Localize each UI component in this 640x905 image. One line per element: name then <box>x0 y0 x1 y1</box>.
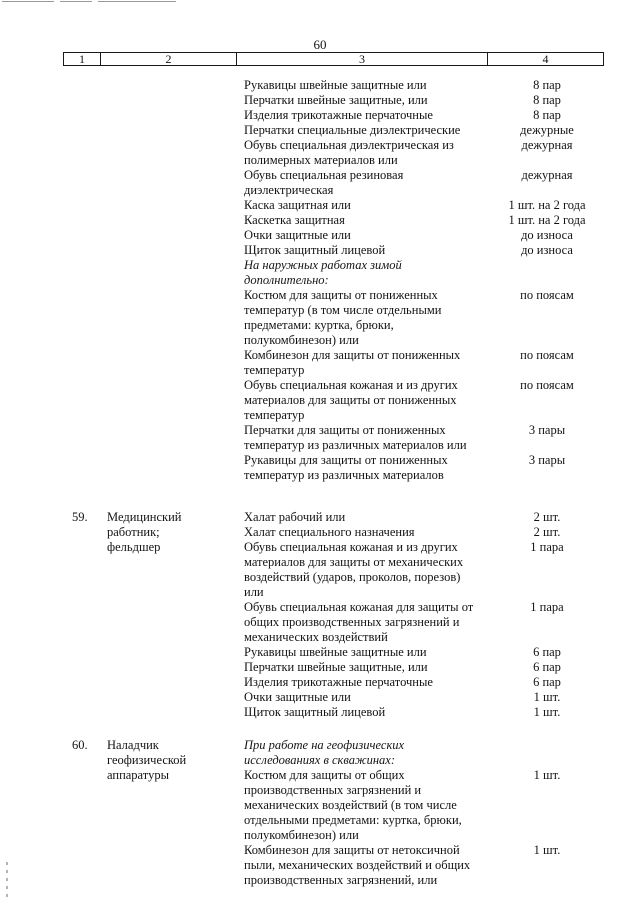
item-description: Очки защитные или <box>244 690 351 704</box>
table-row <box>0 843 640 888</box>
table-row <box>0 540 640 600</box>
item-description: Очки защитные или <box>244 228 351 242</box>
table-row <box>0 660 640 675</box>
header-col-2: 2 <box>165 52 172 66</box>
item-norm: 8 пар <box>533 93 561 107</box>
item-description: Обувь специальная кожаная и из других материалов для защиты от механических воздействий (ударов, проколов, порезов) или <box>244 540 464 599</box>
table-row <box>0 348 640 378</box>
item-norm: дежурная <box>521 138 573 152</box>
item-norm: 2 шт. <box>533 525 561 539</box>
item-description: Перчатки швейные защитные, или <box>244 660 428 674</box>
item-description: На наружных работах зимой дополнительно: <box>244 258 402 287</box>
table-block <box>0 510 640 720</box>
header-col-1: 1 <box>79 52 85 66</box>
table-body <box>0 78 640 888</box>
item-norm: 1 шт. на 2 года <box>508 213 586 227</box>
table-row <box>0 258 640 288</box>
table-row <box>0 705 640 720</box>
item-norm: по поясам <box>520 288 574 302</box>
table-row <box>0 108 640 123</box>
item-description: Изделия трикотажные перчаточные <box>244 675 433 689</box>
item-description: Комбинезон для защиты от нетоксичной пыли, механических воздействий и общих производственных загрязнений, или <box>244 843 471 887</box>
table-row <box>0 675 640 690</box>
item-description: Обувь специальная кожаная и из других материалов для защиты от пониженных температур <box>244 378 458 422</box>
item-description: Каскетка защитная <box>244 213 345 227</box>
item-description: При работе на геофизических исследованиях в скважинах: <box>244 738 405 767</box>
table-row <box>0 288 640 348</box>
item-norm: дежурные <box>520 123 574 137</box>
job-title: Наладчик геофизической аппаратуры <box>107 738 187 782</box>
item-norm: 8 пар <box>533 108 561 122</box>
table-row <box>0 243 640 258</box>
item-description: Перчатки для защиты от пониженных температур из различных материалов или <box>244 423 467 452</box>
table-row <box>0 168 640 198</box>
table-row <box>0 213 640 228</box>
item-description: Щиток защитный лицевой <box>244 243 386 257</box>
item-norm: 1 шт. на 2 года <box>508 198 586 212</box>
item-norm: по поясам <box>520 378 574 392</box>
row-number: 59. <box>72 510 88 524</box>
item-description: Обувь специальная резиновая диэлектрическая <box>244 168 404 197</box>
item-norm: до износа <box>521 243 573 257</box>
job-title: Медицинский работник; фельдшер <box>107 510 182 554</box>
header-col-4: 4 <box>542 52 549 66</box>
item-description: Рукавицы швейные защитные или <box>244 645 427 659</box>
table-row <box>0 645 640 660</box>
table-row <box>0 525 640 540</box>
item-description: Обувь специальная кожаная для защиты от общих производственных загрязнений и механических воздействий <box>244 600 474 644</box>
item-description: Рукавицы швейные защитные или <box>244 78 427 92</box>
table-row <box>0 78 640 93</box>
item-description: Костюм для защиты от общих производственных загрязнений и механических воздействий (в том числе отдельными предметами: куртка, брюки, полукомбинезон) или <box>244 768 462 842</box>
table-row <box>0 378 640 423</box>
item-norm: 2 шт. <box>533 510 561 524</box>
scan-top-edge <box>0 0 640 3</box>
item-norm: 1 шт. <box>533 768 561 782</box>
table-block <box>0 738 640 888</box>
item-norm: 8 пар <box>533 78 561 92</box>
item-norm: дежурная <box>521 168 573 182</box>
item-norm: 1 пара <box>530 600 564 614</box>
header-col-3: 3 <box>359 52 365 66</box>
table-row <box>0 228 640 243</box>
item-norm: 1 пара <box>530 540 564 554</box>
item-description: Халат специального назначения <box>244 525 415 539</box>
table-block <box>0 78 640 483</box>
table-row <box>0 600 640 645</box>
item-norm: 3 пары <box>528 423 566 437</box>
item-description: Каска защитная или <box>244 198 351 212</box>
table-row <box>0 690 640 705</box>
table-row <box>0 510 640 525</box>
item-description: Изделия трикотажные перчаточные <box>244 108 433 122</box>
table-row <box>0 138 640 168</box>
item-norm: 1 шт. <box>533 705 561 719</box>
item-description: Перчатки швейные защитные, или <box>244 93 428 107</box>
row-number: 60. <box>72 738 88 752</box>
table-row <box>0 738 640 768</box>
item-norm: 6 пар <box>533 660 561 674</box>
item-norm: до износа <box>521 228 573 242</box>
item-norm: 1 шт. <box>533 843 561 857</box>
table-row <box>0 93 640 108</box>
table-row <box>0 198 640 213</box>
item-norm: 6 пар <box>533 675 561 689</box>
item-description: Щиток защитный лицевой <box>244 705 386 719</box>
item-description: Обувь специальная диэлектрическая из полимерных материалов или <box>244 138 454 167</box>
table-row <box>0 768 640 843</box>
table-row <box>0 423 640 453</box>
item-norm: 6 пар <box>533 645 561 659</box>
table-row <box>0 453 640 483</box>
item-norm: 3 пары <box>528 453 566 467</box>
item-description: Халат рабочий или <box>244 510 346 524</box>
column-header-row <box>63 52 604 66</box>
item-description: Комбинезон для защиты от пониженных температур <box>244 348 461 377</box>
scan-margin-marks <box>6 862 10 902</box>
table-row <box>0 123 640 138</box>
item-description: Перчатки специальные диэлектрические <box>244 123 461 137</box>
item-description: Рукавицы для защиты от пониженных температур из различных материалов <box>244 453 448 482</box>
page-number: 60 <box>313 37 327 52</box>
item-norm: 1 шт. <box>533 690 561 704</box>
item-description: Костюм для защиты от пониженных температур (в том числе отдельными предметами: куртка, брюки, полукомбинезон) или <box>244 288 442 347</box>
item-norm: по поясам <box>520 348 574 362</box>
